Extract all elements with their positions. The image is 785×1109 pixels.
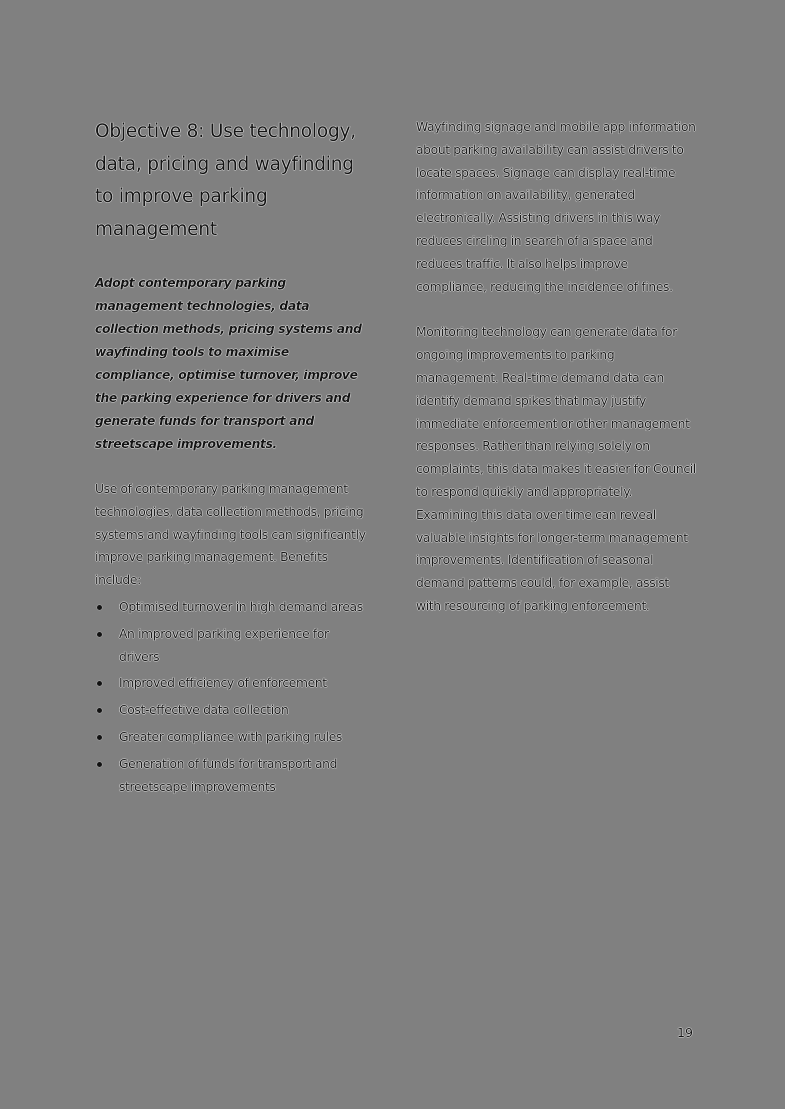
benefits-intro-paragraph: Use of contemporary parking management technologies, data collection methods, pricing systems and wayfinding tools can significantly improve parking management. Benefits include: bbox=[95, 482, 366, 588]
page-number: 19 bbox=[677, 1025, 693, 1040]
bullet-icon bbox=[97, 632, 102, 637]
benefit-text: Optimised turnover in high demand areas bbox=[119, 599, 363, 614]
objective-heading: Objective 8: Use technology, data, pricing and wayfinding to improve parking management bbox=[95, 121, 356, 240]
benefit-item bbox=[95, 699, 370, 722]
benefit-item bbox=[95, 753, 370, 799]
right-column bbox=[416, 116, 696, 618]
benefit-item bbox=[95, 726, 370, 749]
bullet-icon bbox=[97, 762, 102, 767]
benefits-list bbox=[95, 596, 370, 798]
benefit-item bbox=[95, 623, 370, 669]
benefit-item bbox=[95, 596, 370, 619]
bullet-icon bbox=[97, 708, 102, 713]
benefit-text: Cost-effective data collection bbox=[119, 703, 289, 718]
bullet-icon bbox=[97, 735, 102, 740]
benefit-text: An improved parking experience for drivers bbox=[119, 626, 329, 664]
monitoring-paragraph: Monitoring technology can generate data for ongoing improvements to parking management. Real-time demand data can identify demand spikes that may justify immediate enforcement or other management responses. Rather than relying solely on complaints, this data makes it easier for Council to respond quickly and appropriately. Examining this data over time can reveal valuable insights for longer-term management improvements. Identification of seasonal demand patterns could, for example, assist with resourcing of parking enforcement. bbox=[416, 325, 696, 613]
benefit-item bbox=[95, 672, 370, 695]
bullet-icon bbox=[97, 605, 102, 610]
objective-lead-paragraph: Adopt contemporary parking management technologies, data collection methods, pricing systems and wayfinding tools to maximise compliance, optimise turnover, improve the parking experience for drivers and generate funds for transport and streetscape improvements. bbox=[95, 276, 362, 451]
wayfinding-paragraph: Wayfinding signage and mobile app information about parking availability can assist drivers to locate spaces. Signage can display real-time information on availability, generated electronically. Assisting drivers in this way reduces circling in search of a space and reduces traffic. It also helps improve compliance, reducing the incidence of fines. bbox=[416, 120, 696, 294]
benefit-text: Greater compliance with parking rules bbox=[119, 729, 342, 744]
benefit-text: Generation of funds for transport and streetscape improvements bbox=[119, 756, 338, 794]
benefit-text: Improved efficiency of enforcement bbox=[119, 676, 327, 691]
bullet-icon bbox=[97, 681, 102, 686]
left-column bbox=[95, 116, 370, 802]
